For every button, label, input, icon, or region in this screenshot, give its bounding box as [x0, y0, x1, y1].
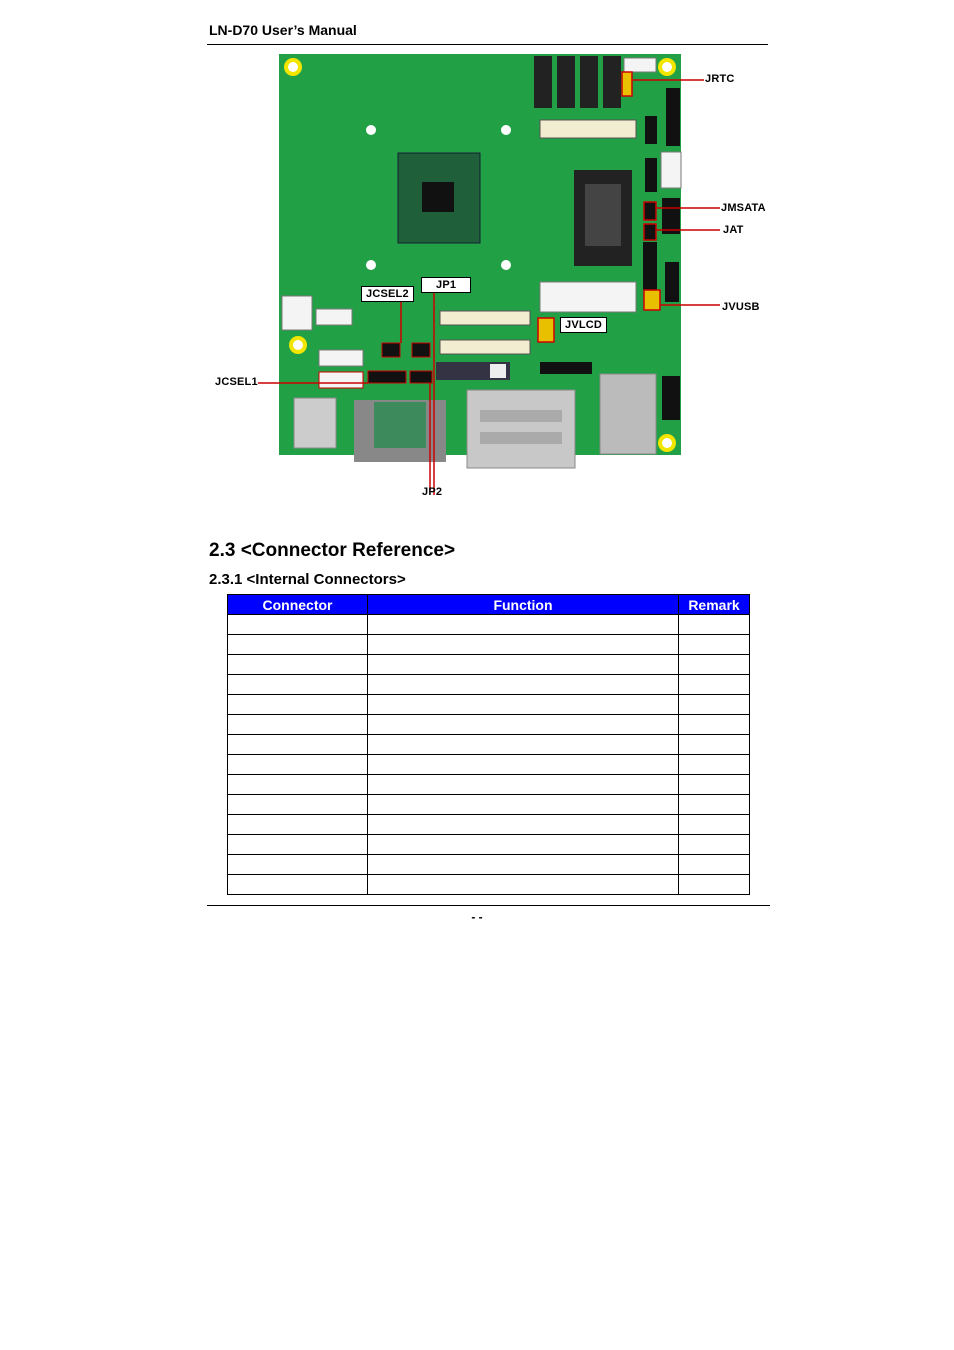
subsection-title: 2.3.1 <Internal Connectors> — [209, 571, 406, 588]
function-cell — [368, 815, 679, 835]
header-function: Function — [368, 595, 679, 615]
function-cell — [368, 875, 679, 895]
connector-cell — [228, 775, 368, 795]
remark-cell — [679, 675, 750, 695]
jvlcd-jumper — [538, 318, 554, 342]
remark-cell — [679, 775, 750, 795]
cpu-die — [422, 182, 454, 212]
jvusb-jumper — [644, 290, 660, 310]
power-connector — [282, 296, 312, 330]
connector-cell — [228, 815, 368, 835]
top-right-header — [624, 58, 656, 72]
lvds-connector-2 — [440, 340, 530, 354]
lan-usb-stack — [600, 374, 656, 454]
callout-jcsel1: JCSEL1 — [215, 376, 258, 388]
manual-title: LN-D70 User’s Manual — [209, 22, 357, 38]
remark-cell — [679, 875, 750, 895]
jcsel1-header — [319, 372, 363, 388]
dvi-connector — [467, 390, 575, 468]
remark-cell — [679, 615, 750, 635]
function-cell — [368, 855, 679, 875]
callout-jmsata: JMSATA — [721, 202, 766, 214]
fan-header — [661, 152, 681, 188]
table-row — [228, 775, 750, 795]
connector-cell — [228, 695, 368, 715]
remark-cell — [679, 695, 750, 715]
remark-cell — [679, 635, 750, 655]
table-row — [228, 675, 750, 695]
remark-cell — [679, 795, 750, 815]
callout-jrtc: JRTC — [705, 73, 735, 85]
connector-cell — [228, 875, 368, 895]
callout-jp1: JP1 — [421, 277, 471, 293]
connector-cell — [228, 855, 368, 875]
jrtc-jumper — [622, 72, 632, 96]
callout-jvusb: JVUSB — [722, 301, 760, 313]
connector-cell — [228, 795, 368, 815]
table-header-row — [228, 595, 750, 615]
table-row — [228, 835, 750, 855]
lvds-power-connector — [540, 282, 636, 312]
function-cell — [368, 715, 679, 735]
remark-cell — [679, 815, 750, 835]
table-row — [228, 735, 750, 755]
function-cell — [368, 695, 679, 715]
com-header-1 — [319, 350, 363, 366]
remark-cell — [679, 755, 750, 775]
header-divider — [207, 44, 768, 45]
jp2-jumper — [410, 371, 432, 383]
function-cell — [368, 755, 679, 775]
board-layout-figure — [210, 50, 770, 500]
remark-cell — [679, 855, 750, 875]
table-row — [228, 855, 750, 875]
usb-port — [294, 398, 336, 448]
table-row — [228, 815, 750, 835]
vga-connector-body — [374, 402, 426, 448]
sim-socket-body — [585, 184, 621, 246]
internal-connectors-table — [227, 594, 750, 895]
function-cell — [368, 615, 679, 635]
aux-power-header — [316, 309, 352, 325]
page-number: - - — [471, 910, 483, 924]
table-row — [228, 755, 750, 775]
jp1-jumper — [412, 343, 430, 357]
table-row — [228, 615, 750, 635]
function-cell — [368, 775, 679, 795]
table-row — [228, 795, 750, 815]
dvi-slot-lower — [480, 432, 562, 444]
function-cell — [368, 635, 679, 655]
jat-jumper — [644, 224, 656, 240]
callout-jat: JAT — [723, 224, 744, 236]
function-cell — [368, 735, 679, 755]
header-connector: Connector — [228, 595, 368, 615]
gpio-header — [540, 362, 592, 374]
function-cell — [368, 655, 679, 675]
function-cell — [368, 675, 679, 695]
connector-cell — [228, 835, 368, 855]
remark-cell — [679, 715, 750, 735]
connector-cell — [228, 715, 368, 735]
callout-jvlcd: JVLCD — [560, 317, 607, 333]
table-body — [228, 615, 750, 895]
remark-cell — [679, 835, 750, 855]
header-remark: Remark — [679, 595, 750, 615]
board-drawing — [210, 50, 770, 500]
jcsel1-jumper — [368, 371, 406, 383]
callout-jp2: JP2 — [422, 486, 443, 498]
jcsel2-jumper — [382, 343, 400, 357]
table-row — [228, 715, 750, 735]
table-row — [228, 875, 750, 895]
table-row — [228, 635, 750, 655]
connector-cell — [228, 735, 368, 755]
remark-cell — [679, 655, 750, 675]
msata-slot — [540, 120, 636, 138]
connector-cell — [228, 655, 368, 675]
table-row — [228, 695, 750, 715]
remark-cell — [679, 735, 750, 755]
table-row — [228, 655, 750, 675]
section-title: 2.3 <Connector Reference> — [209, 540, 456, 561]
connector-cell — [228, 615, 368, 635]
connector-cell — [228, 635, 368, 655]
connector-cell — [228, 755, 368, 775]
jmsata-jumper — [644, 202, 656, 220]
function-cell — [368, 795, 679, 815]
connector-cell — [228, 675, 368, 695]
battery-latch — [490, 364, 506, 378]
footer-divider — [207, 905, 770, 906]
lvds-connector-1 — [440, 311, 530, 325]
callout-jcsel2: JCSEL2 — [361, 286, 414, 302]
function-cell — [368, 835, 679, 855]
dvi-slot-upper — [480, 410, 562, 422]
